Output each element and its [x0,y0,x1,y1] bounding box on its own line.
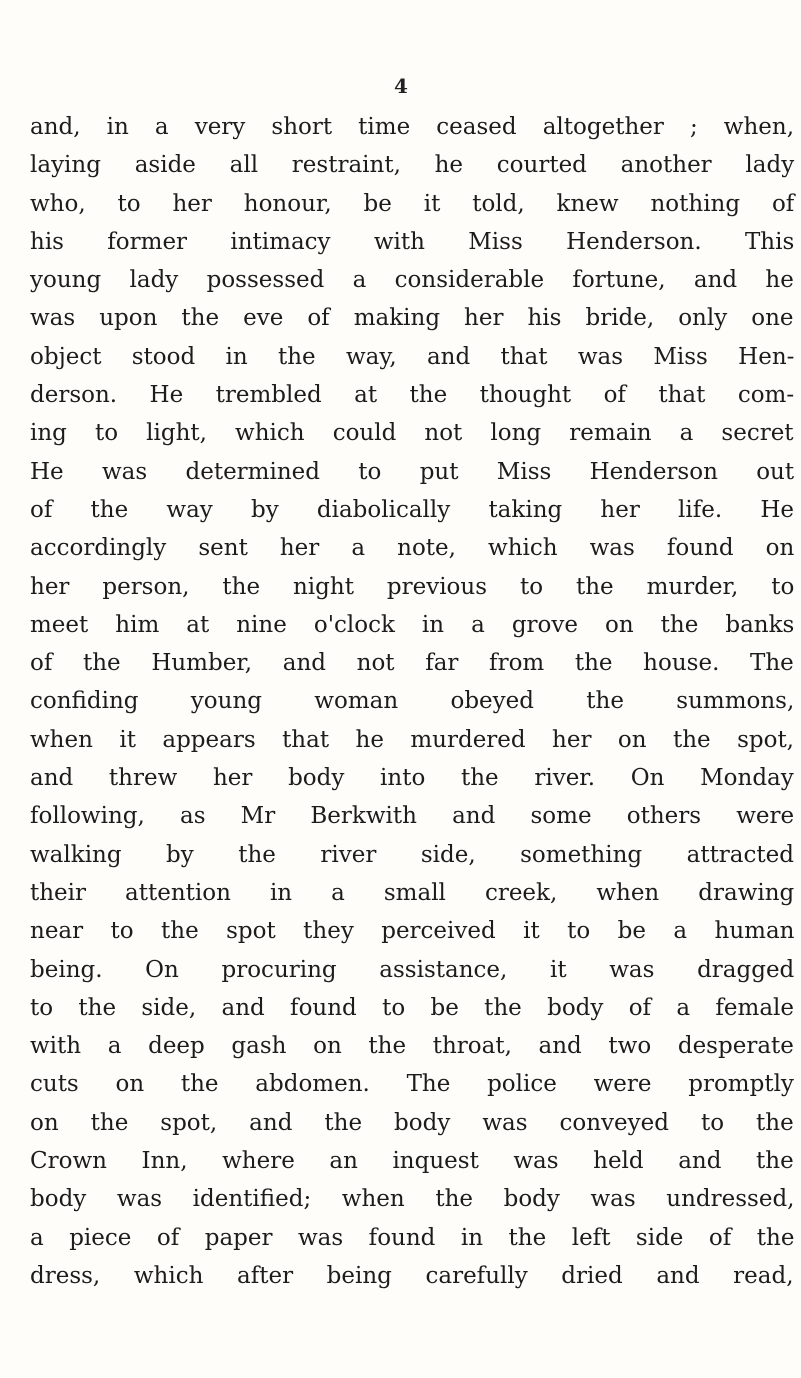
text-line: when it appears that he murdered her on the spot, [30,726,794,753]
text-line: with a deep gash on the throat, and two desperate [30,1033,794,1060]
text-line: derson. He trembled at the thought of that com- [30,382,795,409]
text-line: meet him at nine o'clock in a grove on the banks [30,611,795,638]
text-line: ing to light, which could not long remain a secret [30,420,794,447]
text-line: body was identified; when the body was undressed, [30,1186,795,1213]
text-line: his former intimacy with Miss Henderson. This [30,228,795,255]
text-line: walking by the river side, something attracted [30,841,794,868]
text-line: to the side, and found to be the body of a female [30,994,795,1021]
text-line: laying aside all restraint, he courted another lady [30,152,795,179]
text-line: of the Humber, and not far from the house. The [30,650,794,677]
text-line: cuts on the abdomen. The police were promptly [30,1071,794,1098]
text-line: young lady possessed a considerable fortune, and he [30,267,794,294]
text-line: dress, which after being carefully dried and read, [30,1262,794,1289]
text-line: and threw her body into the river. On Monday [30,765,794,792]
text-line: object stood in the way, and that was Miss Hen- [30,343,795,370]
text-line: following, as Mr Berkwith and some others were [30,803,795,830]
text-line: who, to her honour, be it told, knew nothing of [30,190,795,217]
text-line: and, in a very short time ceased altogether ; when, [30,114,795,140]
text-line: Crown Inn, where an inquest was held and the [30,1148,794,1175]
text-line: being. On procuring assistance, it was dragged [30,956,795,983]
text-line: accordingly sent her a note, which was found on [30,535,795,562]
page-number: 4 [394,74,408,98]
text-line: a piece of paper was found in the left side of the [30,1224,795,1251]
text-line: was upon the eve of making her his bride, only one [30,305,794,332]
text-line: He was determined to put Miss Henderson out [30,458,795,485]
text-line: on the spot, and the body was conveyed to the [30,1109,794,1136]
body-text [30,108,800,1295]
text-line: her person, the night previous to the murder, to [30,573,795,600]
text-line: near to the spot they perceived it to be a human [30,918,795,945]
text-line: their attention in a small creek, when drawing [30,879,795,906]
text-line: of the way by diabolically taking her life. He [30,496,795,523]
text-line: confiding young woman obeyed the summons, [30,688,795,715]
